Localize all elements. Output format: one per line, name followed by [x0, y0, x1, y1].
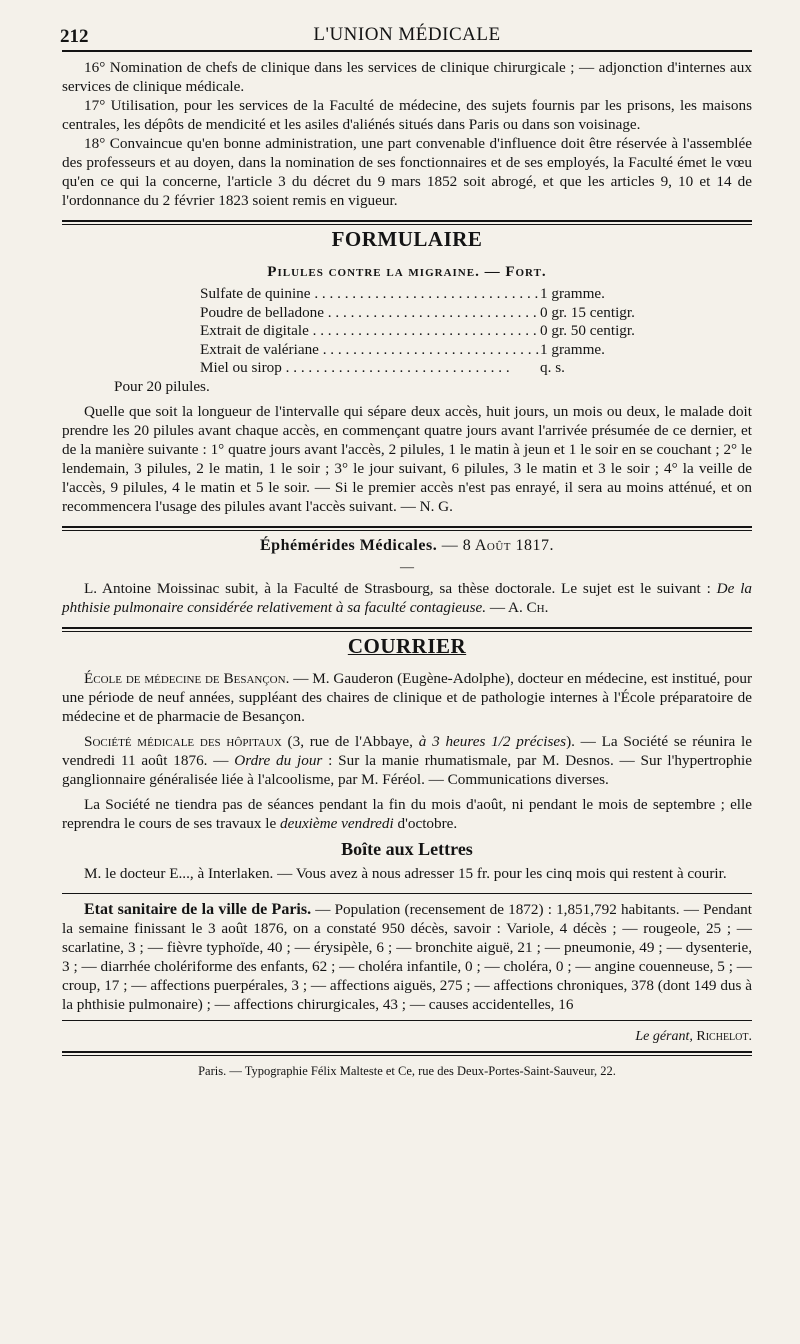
ecole-text: — M. Gauderon (Eugène-Adolphe), docteur en médecine, est institué, pour une période de neuf années, suppléant des chaires de clinique et de pathologie internes à l'École préparatoire de médecine et de pharmacie de Besançon. [62, 670, 752, 725]
footer-rule [62, 1051, 752, 1056]
running-header [62, 22, 752, 50]
ephemerides-text [62, 579, 752, 617]
ephemerides-text-plain: L. Antoine Moissinac subit, à la Faculté de Strasbourg, sa thèse doctorale. Le sujet est le suivant : [84, 580, 711, 597]
societe-text-c: : Sur la manie rhumatismale, par M. Desnos. — Sur l'hypertrophie ganglionnaire généralisée liée à l'alcoolisme, par M. Féréol. — Communications diverses. [62, 752, 752, 788]
recipe-list [200, 285, 752, 378]
recipe-row [200, 285, 752, 304]
seances-text-b: d'octobre. [393, 815, 458, 832]
ephemerides-thesis-title: De la phthisie pulmonaire considérée relativement à sa faculté contagieuse. [62, 580, 753, 616]
societe-label: Société médicale des hôpitaux [84, 733, 282, 750]
societe-paragraph [62, 732, 752, 789]
etat-paragraph [62, 900, 752, 1014]
ingredient-qty: 0 gr. 15 centigr. [540, 303, 635, 321]
seances-italic: deuxième vendredi [280, 815, 394, 832]
section-rule [62, 526, 752, 531]
boite-section [62, 839, 752, 883]
recipe-row [200, 304, 752, 323]
page-number: 212 [60, 26, 89, 47]
societe-time: à 3 heures 1/2 précises [418, 733, 567, 750]
recipe-row [200, 322, 752, 341]
ingredient-qty: q. s. [540, 359, 565, 376]
recipe-row [200, 341, 752, 360]
ephemerides-signature: — A. Ch. [489, 599, 549, 616]
societe-text-a: (3, rue de l'Abbaye, [281, 733, 419, 750]
etat-section [62, 900, 752, 1014]
formulaire-text: Quelle que soit la longueur de l'intervalle qui sépare deux accès, huit jours, un mois ou deux, le malade doit prendre les 20 pilules avant chaque accès, en commençant quatre jours avant l'arrivée présumée de ce dernier, et de la manière suivante : 1° quatre jours avant l'accès, 2 pilules, 1 le matin à jeun et 1 le soir en se couchant ; 2° le lendemain, 3 pilules, 2 le matin, 1 le soir ; 3° le jour suivant, 6 pilules, 3 le matin et 3 le soir ; 4° la veille de l'accès, 9 pilules, 4 le matin et 5 le soir. — Si le premier accès n'est pas enrayé, il sera au moins atténué, et on recommencera l'usage des pilules avant l'accès suivant. — N. G. [62, 403, 752, 515]
ephemerides-title [62, 537, 752, 555]
ingredient-name: Poudre de belladone . . . [200, 304, 540, 323]
item-17: 17° Utilisation, pour les services de la Faculté de médecine, des sujets fournis par les prisons, les maisons centrales, les dépôts de mendicité et les asiles d'aliénés situés dans Paris ou dans son voisinage. [62, 97, 752, 133]
page [62, 22, 752, 1079]
seances-text-a: La Société ne tiendra pas de séances pendant la fin du mois d'août, ni pendant le mois de septembre ; elle reprendra le cours de ses travaux le [62, 796, 752, 832]
seances-paragraph [62, 795, 752, 833]
ephemerides-section [62, 537, 752, 617]
section-rule [62, 627, 752, 632]
ecole-label: École de médecine de Besançon. [84, 670, 290, 687]
journal-title: L'UNION MÉDICALE [313, 24, 501, 45]
ingredient-name: Extrait de valériane . . . [200, 341, 540, 360]
ingredient-qty: 1 gramme. [540, 285, 605, 302]
societe-ordre: Ordre du jour [234, 752, 323, 769]
recipe-title: Pilules contre la migraine. — Fort. [267, 264, 547, 280]
recipe-yield: Pour 20 pilules. [114, 377, 210, 395]
boite-text: M. le docteur E..., à Interlaken. — Vous avez à nous adresser 15 fr. pour les cinq mois qui restent à courir. [84, 865, 727, 882]
etat-lead: Etat sanitaire de la ville de Paris. [84, 901, 312, 918]
section-rule [62, 220, 752, 225]
courrier-section [62, 634, 752, 833]
item-16: 16° Nomination de chefs de clinique dans les services de clinique chirurgicale ; — adjonction d'internes aux services de clinique médicale. [62, 59, 752, 95]
ingredient-qty: 1 gramme. [540, 340, 605, 358]
ecole-paragraph [62, 669, 752, 726]
courrier-title: COURRIER [347, 634, 467, 658]
ephemerides-heading: Éphémérides Médicales. [260, 537, 438, 554]
formulaire-title: FORMULAIRE [331, 227, 483, 251]
ephemerides-date: — 8 Août 1817. [441, 537, 554, 554]
ingredient-name: Miel ou sirop . . . [200, 359, 540, 378]
recipe-row [200, 359, 752, 378]
ingredient-name: Extrait de digitale . . . [200, 322, 540, 341]
etat-text: — Population (recensement de 1872) : 1,851,792 habitants. — Pendant la semaine finissant le 3 août 1876, on a constaté 950 décès, savoir : Variole, 4 décès ; — rougeole, 25 ; — scarlatine, 3 ; — fièvre typhoïde, 40 ; — érysipèle, 6 ; — bronchite aiguë, 21 ; — pneumonie, 49 ; — dysenterie, 3 ; — diarrhée cholériforme des enfants, 62 ; — choléra infantile, 0 ; — choléra, 0 ; — angine couenneuse, 5 ; — croup, 17 ; — affections puerpérales, 3 ; — affections aiguës, 275 ; — affections chroniques, 378 (dont 149 dus à la phthisie pulmonaire) ; — affections chirurgicales, 43 ; — causes accidentelles, 16 [62, 901, 753, 1013]
formulaire-section [62, 227, 752, 516]
footer-rule [62, 1020, 752, 1021]
ephemerides-separator: — [400, 560, 414, 575]
printer-imprint: Paris. — Typographie Félix Malteste et Ce, rue des Deux-Portes-Saint-Sauveur, 22. [198, 1064, 616, 1078]
gerant-name: Richelot. [696, 1029, 752, 1044]
boite-title: Boîte aux Lettres [341, 839, 473, 859]
top-items [62, 58, 752, 210]
ingredient-qty: 0 gr. 50 centigr. [540, 322, 635, 339]
societe-text-b: ). — La Société se réunira le vendredi 11 août 1876. — [62, 733, 752, 769]
gerant-signature [62, 1029, 752, 1045]
ingredient-name: Sulfate de quinine . . . [200, 285, 540, 304]
gerant-label: Le gérant, [635, 1029, 693, 1044]
item-18: 18° Convaincue qu'en bonne administration, une part convenable d'influence doit être réservée à l'assemblée des professeurs et au doyen, dans la nomination de ses fonctionnaires et de ses employés, la Faculté émet le vœu qu'en ce qui la concerne, l'article 3 du décret du 9 mars 1852 soit abrogé, et que les articles 9, 10 et 14 de l'ordonnance du 2 février 1823 soient remis en vigueur. [62, 135, 752, 209]
